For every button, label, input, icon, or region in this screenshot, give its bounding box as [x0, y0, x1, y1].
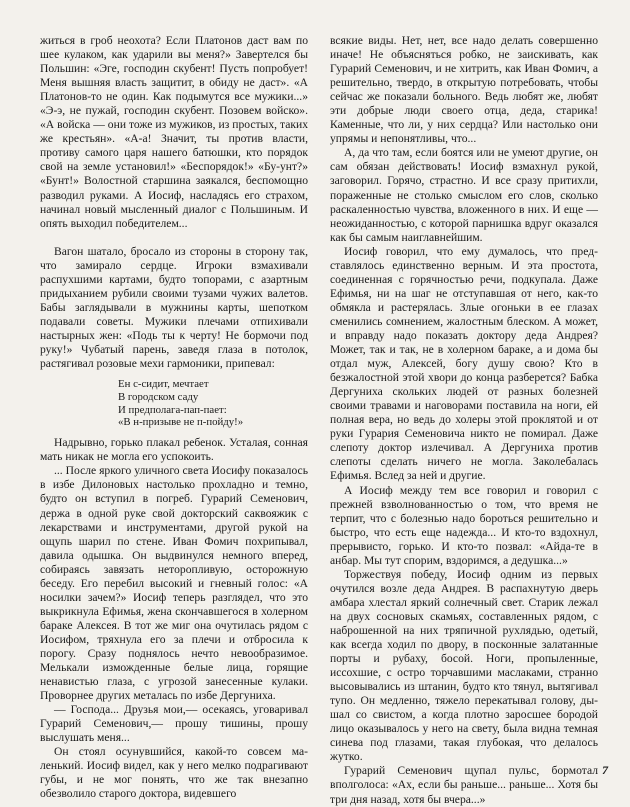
verse-line: В городском саду [118, 390, 199, 403]
song-verse [118, 378, 308, 429]
paragraph: ... После яркого уличного света Иосифу показалось в избе Дилоновых настолько прохладно и темно, будто он вступил в погреб. Гурарий Семенович, держа в одной руке свой докторский саквояжик с лекарствами и инструментами, другой рукой на ощупь шарил по стене. Иван Фомич похрипывал, давила одышка. Он выдвинулся немного вперед, собираясь завязать неторопливую, осторожную беседу. Его перебил высокий и гневный голос: «А носилки зачем?» Иосиф теперь разглядел, что это выкрикнула Ефимья, жена скончавшегося в холерном бараке Алексея. В тот же миг она очутилась рядом с Иосифом, тряхнула его за плечи и отбросила к порогу. Сразу поднялось нечто невообразимое. Мелькали изможденные белые лица, горящие ненавистью глаза, с угрозой занесенные кулаки. Проворнее других металась по избе Дергуниха. [40, 464, 308, 703]
verse-line: Ен с-сидит, мечтает [118, 378, 209, 391]
right-column [330, 34, 598, 807]
paragraph: Надрывно, горько плакал ребенок. Усталая, сонная мать никак не могла его успокоить. [40, 436, 308, 464]
paragraph: — Господа... Друзья мои,— осекаясь, уговаривал Гурарий Семенович,— прошу тишины, прошу выслушать меня... [40, 703, 308, 745]
paragraph: А, да что там, если боятся или не умеют другие, он сам обязан действовать! Иосиф взмахнул рукой, заговорил. Горячо, страстно. И все сразу притихли, пораженные не столько смыслом его слов, сколько раскаленностью чувства, вложенного в них. И еще — неожиданностью, с которой парнишка вдруг оказался как бы самым наиглавнейшим. [330, 146, 598, 244]
paragraph: Иосиф говорил, что ему думалось, что представлялось единственно верным. И эта простота, соединенная с горячностью речи, подкупала. Даже Ефимья, ни на шаг не отступавшая от него, как-то обмякла и растерялась. Злые огоньки в ее глазах сменились сомнением, жалостным блеском. А может, и вправду надо показать доктору деда Андрея? Может, так и так, не в холерном бараке, а и дома бы отдал муж, Алексей, богу душу свою? Кто в безжалостной этой хвори до конца разберется? Бабка Дергуниха скольких людей от разных болезней своими травами и наговорами поставила на ноги, ей полная вера, но ведь до холеры этой проклятой и от руки Гурария Семеновича никто не помирал. Даже слепоту доктор излечивал. А Дергуниха против слепоты сделать ничего не могла. Заколебалась Ефимья. Вслед за ней и другие. [330, 244, 598, 483]
paragraph: А Иосиф между тем все говорил и говорил с прежней взволнованностью о том, что время не терпит, что с болезнью надо бороться решительно и быстро, что есть еще надежда... И кто-то вздохнул, прерывисто, горько. И кто-то позвал: «Айда-те в анбар. Мы тут спорим, вздоримся, а дедушка...» [330, 483, 598, 567]
verse-line: И предполага-пап-пает: [118, 403, 227, 416]
paragraph: Вагон шатало, бросало из стороны в сторону так, что замирало сердце. Игроки взмахивали распухшими картами, будто топорами, с азартным придыханием рубили своими тузами чужих валетов. Бабы заглядывали в мужнины карты, шепотком подавали советы. Мужики плечами отпихивали настырных жен: «Подь ты к черту! Не бормочи под руку!» Чубатый парень, заведя глаза в потолок, растягивал розовые мехи гармоники, припевал: [40, 244, 308, 371]
left-column [40, 34, 308, 801]
paragraph: житься в гроб неохота? Если Платонов даст вам по шее кулаком, как ударили вы меня?» Завертелся бы Польшин: «Эге, господин скубент! Пусть попробует! Меня вышняя власть защитит, в обиду не даст». «А Платонов-то не один. Как подымутся все мужики...» «Э-э, не пужай, господин скубент. Позовем войско». «А войска — они тоже из мужиков, из простых, таких же крестьян». «А-а! Значит, ты против власти, противу самого царя нашего батюшки, кто порядок свой на земле установил!» «Беспорядок!» «Бу-унт?» «Бунт!» Волостной старшина заякался, беспомощно разводил руками. А Иосиф, насладясь его страхом, начинал новый мысленный диалог с Польшиным. И опять выходил победителем... [40, 34, 308, 230]
paragraph: Гурарий Семенович щупал пульс, бормотал вполголоса: «Ах, если бы раньше... раньше... Хотя бы три дня назад, хотя бы вчера...» [330, 764, 598, 806]
page-number: 7 [602, 763, 608, 777]
paragraph: всякие виды. Нет, нет, все надо делать совершенно иначе! Не объясняться робко, не заискивать, как Гурарий Семенович, и не хитрить, как Иван Фомич, а решительно, твердо, в открытую потребовать, чтобы сейчас же показали больного. Ведь любят же, любят эти добрые люди своего отца, деда, старика! Каменные, что ли, у них сердца? Или настолько они упрямы и непонятливы, что... [330, 34, 598, 146]
paragraph: Он стоял осунувшийся, какой-то совсем маленький. Иосиф видел, как у него мелко подрагивают губы, и не мог понять, что же так внезапно обезволило старого доктора, видевшего [40, 745, 308, 801]
paragraph: Торжествуя победу, Иосиф одним из первых очутился возле деда Андрея. В распахнутую дверь амбара хлестал яркий солнечный свет. Старик лежал на двух сосновых скамьях, составленных рядом, с наброшенной на них тряпичной рухлядью, одетый, как всегда ходил по двору, в посконные залатанные порты и рубаху, босой. Ноги, пропыленные, иссохшие, с остро торчавшими маслаками, странно высовывались из штанин, будто кто тянул, вытягивал тупо. Он медленно, тяжело перекатывал голову, дышал со свистом, а когда плотно заросшее бородой лицо оказывалось у него на свету, была видна темная синева под глазами, такая глубокая, что делалось жутко. [330, 567, 598, 764]
verse-line: «В н-призыве не п-пойду!» [118, 416, 244, 429]
